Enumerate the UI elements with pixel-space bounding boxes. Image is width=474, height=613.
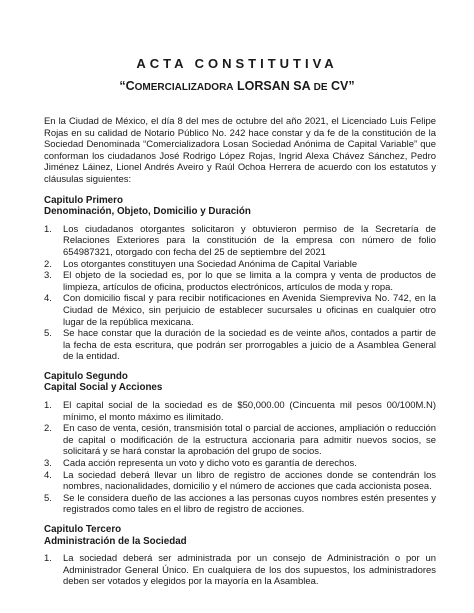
clause-number: 2. bbox=[44, 258, 52, 270]
clause-number: 3. bbox=[44, 270, 52, 282]
clause-number: 5. bbox=[44, 328, 52, 340]
clause-item bbox=[44, 224, 436, 259]
chapter-tercero bbox=[44, 524, 436, 588]
chapter-number: Capitulo Segundo bbox=[44, 370, 128, 382]
clause-item bbox=[44, 493, 436, 516]
clause-list bbox=[44, 224, 436, 363]
subtitle-smallcaps-2: DE bbox=[313, 82, 328, 93]
chapter-number: Capitulo Tercero bbox=[44, 524, 122, 535]
clause-item bbox=[44, 553, 436, 588]
clause-number: 1. bbox=[44, 400, 52, 412]
clause-item bbox=[44, 458, 436, 470]
subtitle-smallcaps-1: OMERCIALIZADORA bbox=[134, 82, 234, 93]
clause-item bbox=[44, 470, 436, 493]
clause-item bbox=[44, 259, 436, 271]
clause-number: 2. bbox=[44, 423, 52, 435]
clause-text: La sociedad deberá ser administrada por un consejo de Administración o por un Administrador General Único. En cualquiera de los dos supuestos, los administradores deben ser votados y elegidos por la mayoría en la Asamblea. bbox=[63, 553, 436, 588]
document-subtitle bbox=[0, 79, 474, 93]
clause-item bbox=[44, 270, 436, 293]
subtitle-middle: LORSAN SA bbox=[233, 79, 314, 93]
clause-item bbox=[44, 400, 436, 423]
clause-number: 5. bbox=[44, 492, 52, 504]
document-body bbox=[44, 116, 436, 596]
clause-text: Se le considera dueño de las acciones a las personas cuyos nombres estén presentes y registrados como tales en el libro de registro de acciones. bbox=[63, 492, 436, 516]
clause-number: 4. bbox=[44, 293, 52, 305]
clause-text: Los otorgantes constituyen una Sociedad Anónima de Capital Variable bbox=[63, 258, 358, 270]
clause-number: 1. bbox=[44, 223, 52, 235]
clause-text: Los ciudadanos otorgantes solicitaron y obtuvieron permiso de la Secretaría de Relaciones Exteriores para la constitución de la empresa con número de folio 654987321, otorgado con fecha del 25 de septiembre del 2021 bbox=[63, 223, 436, 258]
intro-paragraph: En la Ciudad de México, el día 8 del mes de octubre del año 2021, el Licenciado Luis Felipe Rojas en su calidad de Notario Público No. 242 hace constar y da fe de la constitución de la Sociedad Denominada “Comercializadora Losan Sociedad Anónima de Capital Variable” que conforman los ciudadanos José Rodrigo López Rojas, Ingrid Alexa Chávez Sánchez, Pedro Jiménez Láinez, Lionel Andrés Aveiro y Raúl Ochoa Herrera de acuerdo con los estatutos y cláusulas siguientes: bbox=[44, 116, 436, 185]
chapter-title: Denominación, Objeto, Domicilio y Duración bbox=[44, 206, 251, 218]
clause-text: Se hace constar que la duración de la sociedad es de veinte años, contados a partir de la fecha de esta escritura, que podrán ser prorrogables a juicio de a Asamblea General de la entidad. bbox=[63, 328, 436, 363]
chapter-title: Administración de la Sociedad bbox=[44, 535, 187, 547]
clause-text: Con domicilio fiscal y para recibir notificaciones en Avenida Siempreviva No. 742, en la Ciudad de México, sin perjuicio de establecer sucursales u oficinas en cualquier otro lugar de la república mexicana. bbox=[63, 293, 436, 328]
document-title: ACTA CONSTITUTIVA bbox=[136, 56, 338, 71]
clause-text: La sociedad deberá llevar un libro de registro de acciones donde se contendrán los nombres, nacionalidades, domicilio y el número de acciones que cada accionista posea. bbox=[63, 469, 436, 493]
clause-item bbox=[44, 423, 436, 458]
clause-text: Cada acción representa un voto y dicho voto es garantía de derechos. bbox=[63, 458, 357, 470]
subtitle-open: “C bbox=[119, 79, 135, 93]
chapter-primero bbox=[44, 195, 436, 363]
clause-item bbox=[44, 293, 436, 328]
clause-list bbox=[44, 553, 436, 588]
clause-number: 3. bbox=[44, 458, 52, 470]
clause-item bbox=[44, 328, 436, 363]
chapter-title: Capital Social y Acciones bbox=[44, 382, 163, 394]
chapter-segundo bbox=[44, 371, 436, 516]
clause-number: 4. bbox=[44, 469, 52, 481]
clause-text: El objeto de la sociedad es, por lo que se limita a la compra y venta de productos de limpieza, artículos de oficina, productos electrónicos, artículos de moda y ropa. bbox=[63, 270, 436, 293]
clause-list bbox=[44, 400, 436, 516]
clause-text: El capital social de la sociedad es de $50,000.00 (Cincuenta mil pesos 00/100M.N) mínimo, el monto máximo es ilimitado. bbox=[63, 400, 436, 423]
clause-text: En caso de venta, cesión, transmisión total o parcial de acciones, ampliación o reducción de capital o modificación de la estructura accionaria para admitir nuevos socios, se solicitará y se hará constar la aprobación del grupo de socios. bbox=[63, 423, 436, 458]
chapter-number: Capitulo Primero bbox=[44, 194, 123, 206]
subtitle-close: CV” bbox=[327, 79, 355, 93]
clause-number: 1. bbox=[44, 553, 52, 565]
